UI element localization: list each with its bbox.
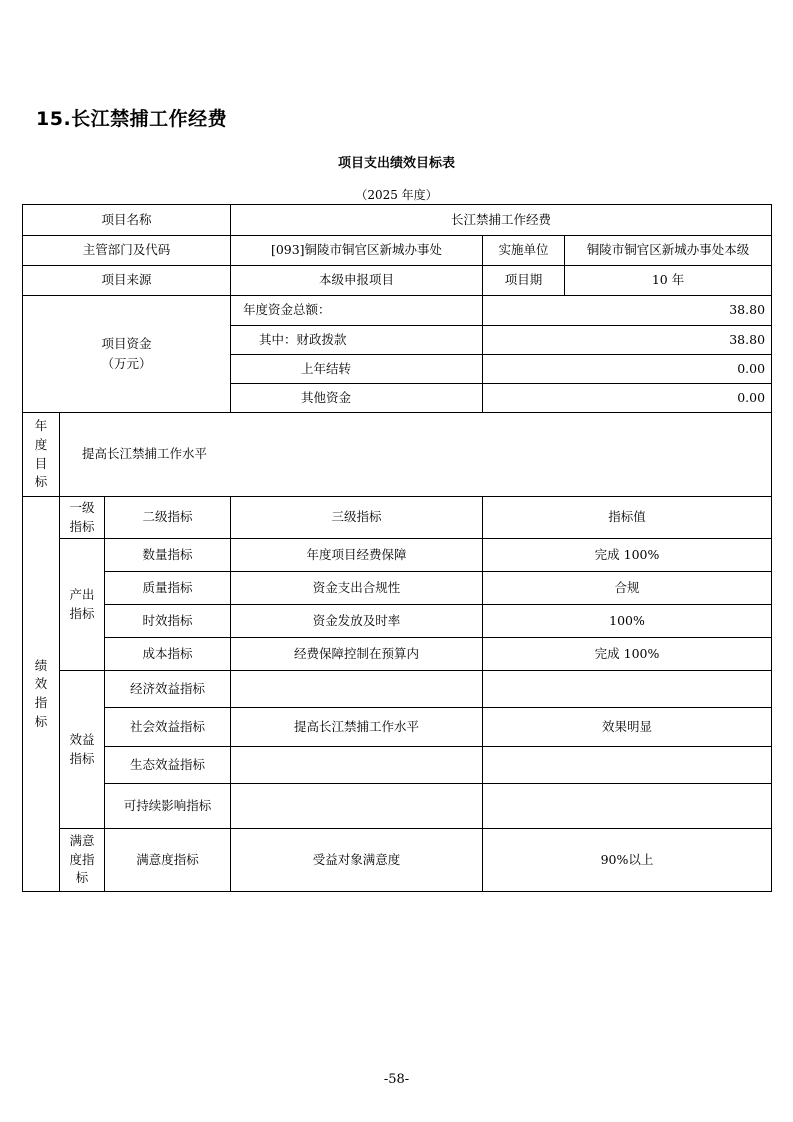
output-indicator-label: 产出 指标 [60, 539, 105, 671]
level3-cell: 资金发放及时率 [231, 605, 483, 638]
department-value: [093]铜陵市铜官区新城办事处 [231, 236, 483, 266]
project-name-row [23, 205, 772, 236]
level3-header: 三级指标 [231, 497, 483, 539]
table-row [23, 829, 772, 892]
funds-row [23, 296, 772, 326]
level2-cell: 生态效益指标 [105, 747, 231, 784]
implementing-unit-value: 铜陵市铜官区新城办事处本级 [565, 236, 772, 266]
indicator-value-cell [483, 784, 772, 829]
funds-other-value: 0.00 [483, 384, 772, 413]
indicator-value-header: 指标值 [483, 497, 772, 539]
table-row [23, 671, 772, 708]
level2-cell: 社会效益指标 [105, 708, 231, 747]
level3-cell: 经费保障控制在预算内 [231, 638, 483, 671]
fiscal-year: （2025 年度） [355, 188, 438, 202]
project-source-row [23, 266, 772, 296]
level2-header: 二级指标 [105, 497, 231, 539]
funds-fiscal-label: 其中：财政拨款 [231, 326, 483, 355]
indicator-header-row [23, 497, 772, 539]
department-row [23, 236, 772, 266]
level3-cell [231, 784, 483, 829]
project-period-value: 10 年 [565, 266, 772, 296]
level1-header: 一级 指标 [60, 497, 105, 539]
table-row [23, 605, 772, 638]
funds-total-label: 年度资金总额： [231, 296, 483, 326]
table-row [23, 784, 772, 829]
level3-cell: 年度项目经费保障 [231, 539, 483, 572]
table-row [23, 539, 772, 572]
funds-label: 项目资金 （万元） [23, 296, 231, 413]
project-name-label: 项目名称 [23, 205, 231, 236]
level3-cell [231, 671, 483, 708]
indicator-value-cell: 效果明显 [483, 708, 772, 747]
project-source-label: 项目来源 [23, 266, 231, 296]
performance-indicator-label: 绩 效 指 标 [23, 497, 60, 892]
table-row [23, 747, 772, 784]
level2-cell: 成本指标 [105, 638, 231, 671]
performance-target-table [22, 204, 772, 892]
section-heading: 15.长江禁捕工作经费 [36, 108, 228, 130]
level3-cell [231, 747, 483, 784]
funds-carryover-value: 0.00 [483, 355, 772, 384]
level2-cell: 时效指标 [105, 605, 231, 638]
table-row [23, 572, 772, 605]
project-source-value: 本级申报项目 [231, 266, 483, 296]
indicator-value-cell [483, 671, 772, 708]
indicator-value-cell: 合规 [483, 572, 772, 605]
level2-cell: 质量指标 [105, 572, 231, 605]
funds-other-label: 其他资金 [231, 384, 483, 413]
indicator-value-cell [483, 747, 772, 784]
indicator-value-cell: 完成 100% [483, 539, 772, 572]
table-title: 项目支出绩效目标表 [337, 156, 455, 171]
funds-total-value: 38.80 [483, 296, 772, 326]
page-number: -58- [383, 1072, 410, 1087]
benefit-indicator-label: 效益 指标 [60, 671, 105, 829]
level3-cell: 提高长江禁捕工作水平 [231, 708, 483, 747]
level2-cell: 数量指标 [105, 539, 231, 572]
level2-cell: 经济效益指标 [105, 671, 231, 708]
level3-cell: 资金支出合规性 [231, 572, 483, 605]
project-name-value: 长江禁捕工作经费 [231, 205, 772, 236]
indicator-value-cell: 100% [483, 605, 772, 638]
funds-fiscal-value: 38.80 [483, 326, 772, 355]
level3-cell: 受益对象满意度 [231, 829, 483, 892]
funds-carryover-label: 上年结转 [231, 355, 483, 384]
satisfaction-indicator-label: 满意 度指 标 [60, 829, 105, 892]
level2-cell: 满意度指标 [105, 829, 231, 892]
annual-goal-text: 提高长江禁捕工作水平 [60, 413, 772, 497]
indicator-value-cell: 完成 100% [483, 638, 772, 671]
implementing-unit-label: 实施单位 [483, 236, 565, 266]
indicator-value-cell: 90%以上 [483, 829, 772, 892]
project-period-label: 项目期 [483, 266, 565, 296]
table-row [23, 638, 772, 671]
table-row [23, 708, 772, 747]
level2-cell: 可持续影响指标 [105, 784, 231, 829]
annual-goal-row [23, 413, 772, 497]
annual-goal-label: 年 度 目 标 [23, 413, 60, 497]
department-label: 主管部门及代码 [23, 236, 231, 266]
